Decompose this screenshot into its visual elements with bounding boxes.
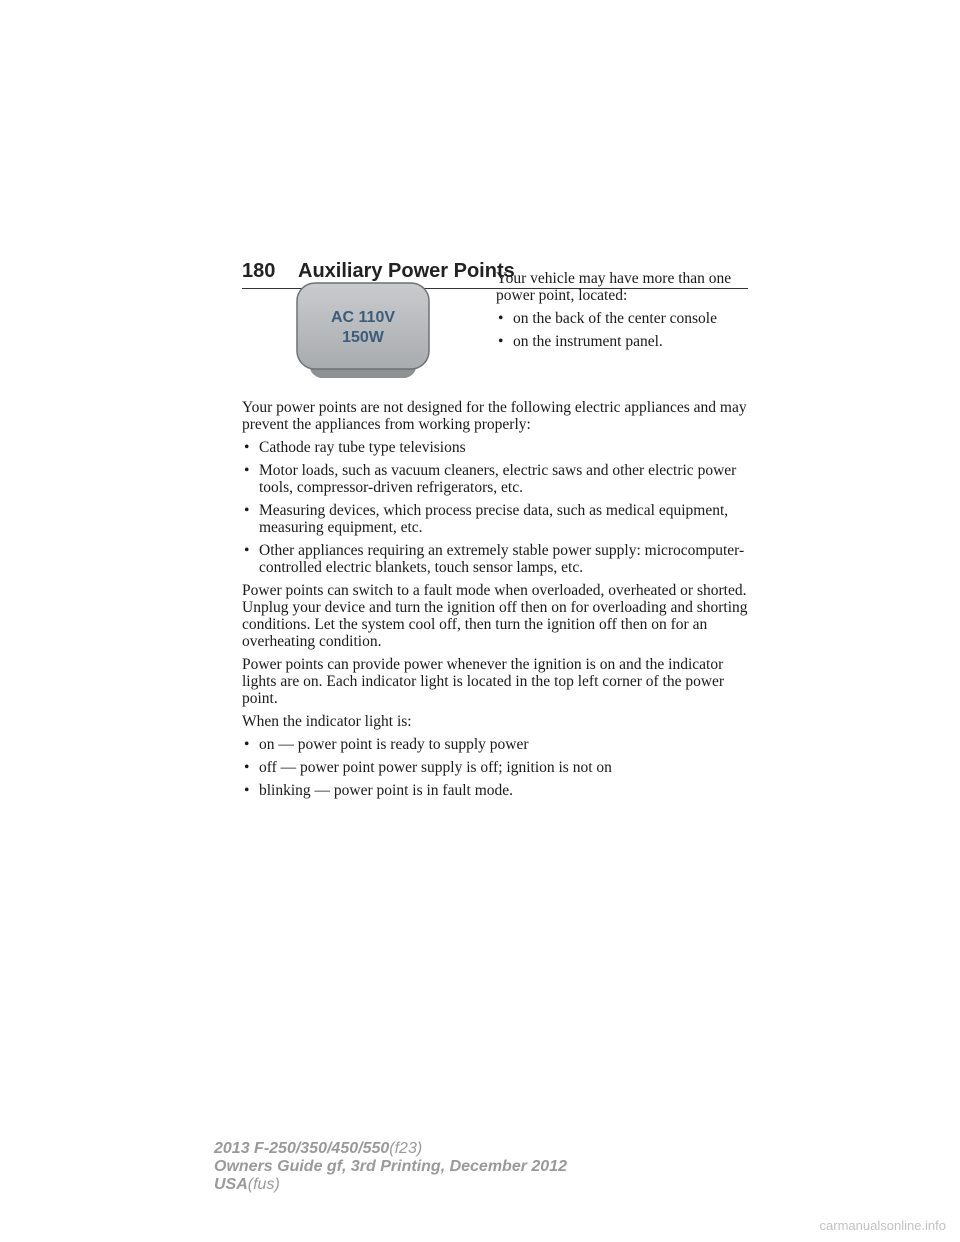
bullet-icon: • xyxy=(244,502,250,519)
watermark: carmanualsonline.info xyxy=(819,1218,946,1233)
power-point-wattage: 150W xyxy=(342,329,384,346)
list-item-text: on — power point is ready to supply power xyxy=(259,736,529,753)
power-point-icon xyxy=(296,282,430,382)
bullet-icon: • xyxy=(244,759,250,776)
bullet-icon: • xyxy=(244,542,250,559)
bullet-icon: • xyxy=(498,310,504,327)
list-item-text: Cathode ray tube type televisions xyxy=(259,439,466,456)
footer-model: 2013 F-250/350/450/550 xyxy=(214,1140,390,1157)
list-item-text: off — power point power supply is off; ignition is not on xyxy=(259,759,612,776)
list-item-text: Measuring devices, which process precise data, such as medical equipment, measuring equipment, etc. xyxy=(259,502,729,536)
bullet-icon: • xyxy=(498,333,504,350)
paragraph-provide-power: Power points can provide power whenever the ignition is on and the indicator lights are on. Each indicator light is located in the top left corner of the power point. xyxy=(242,656,725,707)
list-item-text: Motor loads, such as vacuum cleaners, electric saws and other electric power tools, compressor-driven refrigerators, etc. xyxy=(259,462,737,496)
footer-region: USA xyxy=(214,1176,248,1193)
paragraph-fault-mode: Power points can switch to a fault mode when overloaded, overheated or shorted. Unplug your device and turn the ignition off then on for overloading and shorting conditions. Let the system cool off, then turn the ignition off then on for an overheating condition. xyxy=(242,582,748,650)
power-point-voltage: AC 110V xyxy=(330,309,396,326)
bullet-icon: • xyxy=(244,736,250,753)
body-text xyxy=(242,399,754,805)
power-point-label-image xyxy=(296,282,430,382)
list-item xyxy=(496,333,756,350)
bullet-icon: • xyxy=(244,439,250,456)
footer-line-3 xyxy=(214,1176,734,1194)
paragraph-indicator-lead: When the indicator light is: xyxy=(242,713,412,730)
intro-lead: Your vehicle may have more than one power point, located: xyxy=(496,270,732,304)
list-item xyxy=(242,782,754,799)
list-item xyxy=(242,759,754,776)
footer-line-2: Owners Guide gf, 3rd Printing, December 2012 xyxy=(214,1158,567,1175)
appliance-list xyxy=(242,439,754,576)
list-item xyxy=(242,462,754,496)
footer-region-code: (fus) xyxy=(247,1176,280,1193)
list-item-text: on the back of the center console xyxy=(513,310,717,327)
section-title: Auxiliary Power Points xyxy=(298,260,515,282)
footer-line-1 xyxy=(214,1140,734,1158)
list-item xyxy=(242,736,754,753)
footer-model-code: (f23) xyxy=(389,1140,423,1157)
location-list xyxy=(496,310,756,350)
document-footer xyxy=(214,1140,734,1194)
list-item-text: blinking — power point is in fault mode. xyxy=(259,782,514,799)
list-item xyxy=(242,502,754,536)
list-item xyxy=(496,310,756,327)
page-number: 180 xyxy=(242,260,276,282)
bullet-icon: • xyxy=(244,782,250,799)
list-item-text: on the instrument panel. xyxy=(513,333,663,350)
bullet-icon: • xyxy=(244,462,250,479)
paragraph-not-designed: Your power points are not designed for the following electric appliances and may prevent the appliances from working properly: xyxy=(242,399,747,433)
power-point-face xyxy=(297,283,429,369)
list-item-text: Other appliances requiring an extremely stable power supply: microcomputer-controlled electric blankets, touch sensor lamps, etc. xyxy=(259,542,745,576)
intro-column xyxy=(496,270,756,356)
list-item xyxy=(242,439,754,456)
indicator-state-list xyxy=(242,736,754,799)
list-item xyxy=(242,542,754,576)
